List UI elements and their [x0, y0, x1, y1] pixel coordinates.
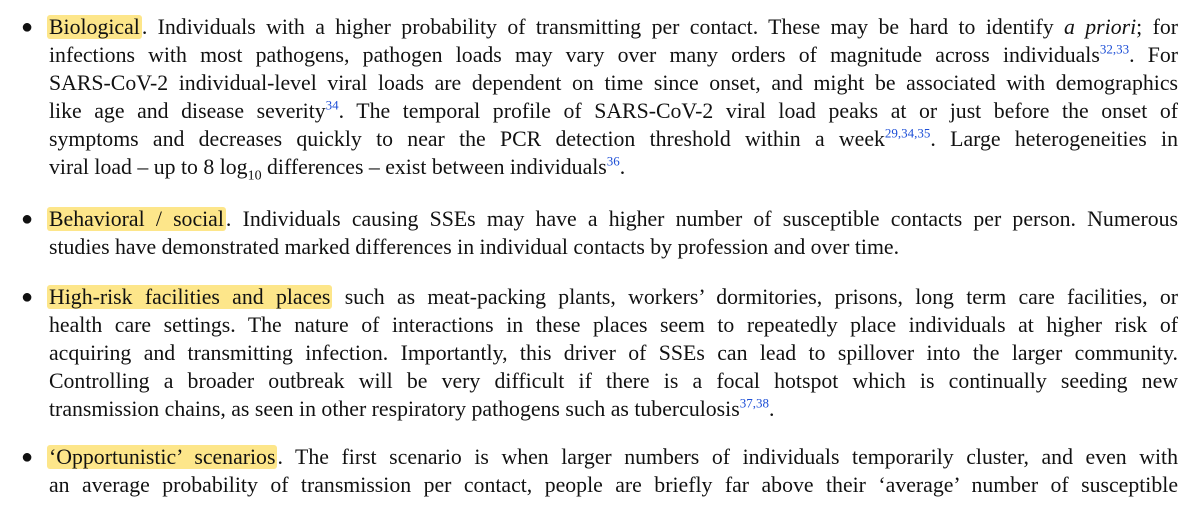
bullet-icon: ●: [21, 208, 34, 230]
italic-text: a priori: [1064, 15, 1137, 39]
text-line: like age and disease severity$^{34}$. The temporal profile of SARS-CoV-2 viral load peaks at or just before the onset of: [49, 97, 1178, 123]
text-line: infections with most pathogens, pathogen loads may vary over many orders of magnitude across individuals$^{32,33}$. For: [49, 41, 1178, 67]
bullet-icon: ●: [21, 446, 34, 468]
text-line: acquiring and transmitting infection. Importantly, this driver of SSEs can lead to spillover into the larger community.: [49, 341, 1178, 365]
text-line: ‘Opportunistic’ scenarios. The first scenario is when larger numbers of individuals temporarily cluster, and even with: [49, 445, 1178, 469]
text-line: High-risk facilities and places such as meat-packing plants, workers’ dormitories, prisons, long term care facilities, or: [49, 285, 1178, 309]
bullet-icon: ●: [21, 286, 34, 308]
highlighted-term: High-risk facilities and places: [49, 285, 331, 309]
bullet-icon: ●: [21, 16, 34, 38]
text-line: viral load – up to 8 $\log_{10}$ differences – exist between individuals$^{36}$.: [49, 153, 626, 184]
citation-link[interactable]: 29,34,35: [884, 125, 931, 141]
subscript: 10: [247, 168, 262, 184]
citation-link[interactable]: 32,33: [1099, 41, 1130, 57]
text-line: SARS-CoV-2 individual-level viral loads are dependent on time since onset, and might be associated with demographics: [49, 71, 1178, 95]
text-line: symptoms and decreases quickly to near the PCR detection threshold within a week$^{29,34,35}$. Large heterogeneities in: [49, 125, 1179, 151]
highlighted-term: ‘Opportunistic’ scenarios: [49, 445, 276, 469]
text-line: Controlling a broader outbreak will be very difficult if there is a focal hotspot which is continually seeding new: [49, 369, 1178, 393]
text-line: health care settings. The nature of interactions in these places seem to repeatedly place individuals at higher risk of: [49, 313, 1178, 337]
citation-link[interactable]: 34: [325, 97, 339, 113]
citation-link[interactable]: 36: [606, 153, 620, 169]
text-line: Behavioral / social. Individuals causing SSEs may have a higher number of susceptible contacts per person. Numerous: [49, 207, 1178, 231]
text-line: studies have demonstrated marked differences in individual contacts by profession and over time.: [49, 235, 900, 259]
text-line: Biological. Individuals with a higher probability of transmitting per contact. These may be hard to identify a priori; for: [49, 15, 1178, 39]
citation-link[interactable]: 37,38: [739, 395, 769, 411]
text-line: an average probability of transmission per contact, people are briefly far above their ‘average’ number of susceptible: [49, 473, 1178, 497]
highlighted-term: Biological: [49, 15, 140, 39]
text-line: transmission chains, as seen in other respiratory pathogens such as tuberculosis$^{37,38}$.: [49, 395, 775, 421]
highlighted-term: Behavioral / social: [49, 207, 224, 231]
